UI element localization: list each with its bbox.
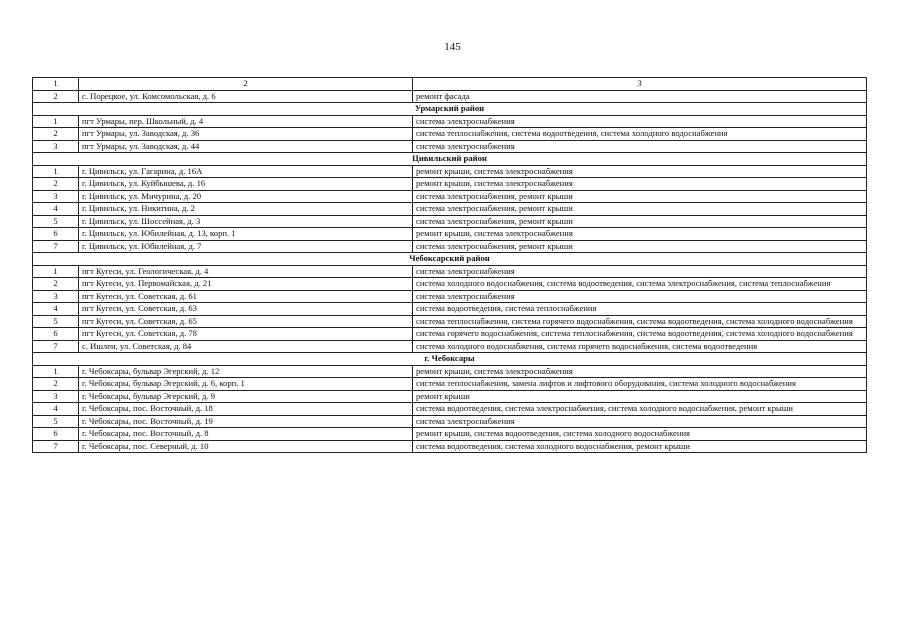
row-works: система теплоснабжения, система водоотведения, система холодного водоснабжения xyxy=(413,128,867,141)
row-works: ремонт крыши, система водоотведения, система холодного водоснабжения xyxy=(413,428,867,441)
row-address: г. Цивильск, ул. Юбилейная, д. 7 xyxy=(79,240,413,253)
table-row xyxy=(33,128,867,141)
row-number: 2 xyxy=(33,178,79,191)
row-number: 1 xyxy=(33,115,79,128)
row-address: пгт Кугеси, ул. Советская, д. 61 xyxy=(79,290,413,303)
table-row xyxy=(33,115,867,128)
row-address: г. Цивильск, ул. Куйбышева, д. 16 xyxy=(79,178,413,191)
row-address: с. Ишлеи, ул. Советская, д. 84 xyxy=(79,340,413,353)
table-row xyxy=(33,440,867,453)
table-row xyxy=(33,215,867,228)
row-works: система электроснабжения, ремонт крыши xyxy=(413,240,867,253)
row-works: ремонт фасада xyxy=(413,90,867,103)
section-title: Чебоксарский район xyxy=(33,253,867,266)
row-number: 6 xyxy=(33,328,79,341)
row-number: 1 xyxy=(33,165,79,178)
table-row xyxy=(33,403,867,416)
row-works: система электроснабжения, ремонт крыши xyxy=(413,215,867,228)
table-header-row xyxy=(33,78,867,91)
table-row xyxy=(33,415,867,428)
row-works: ремонт крыши, система электроснабжения xyxy=(413,228,867,241)
row-address: пгт Урмары, ул. Заводская, д. 44 xyxy=(79,140,413,153)
row-works: ремонт крыши, система электроснабжения xyxy=(413,165,867,178)
table-row xyxy=(33,290,867,303)
table-row xyxy=(33,428,867,441)
row-number: 4 xyxy=(33,303,79,316)
row-number: 4 xyxy=(33,403,79,416)
row-number: 3 xyxy=(33,390,79,403)
row-works: система теплоснабжения, замена лифтов и лифтового оборудования, система холодного водоснабжения xyxy=(413,378,867,391)
row-works: ремонт крыши, система электроснабжения xyxy=(413,365,867,378)
repair-table xyxy=(32,77,867,453)
row-number: 6 xyxy=(33,428,79,441)
row-address: г. Чебоксары, бульвар Эгерский, д. 9 xyxy=(79,390,413,403)
table-row xyxy=(33,178,867,191)
row-address: г. Цивильск, ул. Никитина, д. 2 xyxy=(79,203,413,216)
row-address: с. Порецкое, ул. Комсомольская, д. 6 xyxy=(79,90,413,103)
row-works: система электроснабжения xyxy=(413,290,867,303)
table-row xyxy=(33,340,867,353)
table-row xyxy=(33,278,867,291)
row-address: г. Чебоксары, пос. Восточный, д. 8 xyxy=(79,428,413,441)
row-address: г. Цивильск, ул. Юбилейная, д. 13, корп. 1 xyxy=(79,228,413,241)
table-row xyxy=(33,165,867,178)
row-number: 5 xyxy=(33,215,79,228)
row-number: 2 xyxy=(33,278,79,291)
row-number: 7 xyxy=(33,240,79,253)
row-address: пгт Кугеси, ул. Советская, д. 78 xyxy=(79,328,413,341)
row-address: г. Цивильск, ул. Шоссейная, д. 3 xyxy=(79,215,413,228)
row-address: г. Чебоксары, пос. Северный, д. 10 xyxy=(79,440,413,453)
row-number: 1 xyxy=(33,365,79,378)
row-works: ремонт крыши, система электроснабжения xyxy=(413,178,867,191)
column-number-1: 1 xyxy=(33,78,79,91)
row-works: система электроснабжения, ремонт крыши xyxy=(413,203,867,216)
table-row xyxy=(33,203,867,216)
section-header-row xyxy=(33,103,867,116)
row-number: 4 xyxy=(33,203,79,216)
row-number: 2 xyxy=(33,378,79,391)
row-number: 5 xyxy=(33,415,79,428)
table-row xyxy=(33,228,867,241)
row-works: система электроснабжения xyxy=(413,140,867,153)
row-address: г. Чебоксары, пос. Восточный, д. 18 xyxy=(79,403,413,416)
table-row xyxy=(33,328,867,341)
table-row xyxy=(33,90,867,103)
row-works: система электроснабжения xyxy=(413,415,867,428)
row-number: 5 xyxy=(33,315,79,328)
row-address: г. Чебоксары, бульвар Эгерский, д. 12 xyxy=(79,365,413,378)
page-number: 145 xyxy=(444,41,461,53)
row-number: 3 xyxy=(33,190,79,203)
row-number: 7 xyxy=(33,340,79,353)
row-address: пгт Урмары, пер. Школьный, д. 4 xyxy=(79,115,413,128)
row-address: пгт Урмары, ул. Заводская, д. 36 xyxy=(79,128,413,141)
table-row xyxy=(33,390,867,403)
table-row xyxy=(33,365,867,378)
row-number: 3 xyxy=(33,290,79,303)
section-title: г. Чебоксары xyxy=(33,353,867,366)
row-works: система водоотведения, система электроснабжения, система холодного водоснабжения, ремонт крыши xyxy=(413,403,867,416)
row-address: г. Чебоксары, бульвар Эгерский, д. 6, корп. 1 xyxy=(79,378,413,391)
row-number: 2 xyxy=(33,128,79,141)
row-address: пгт Кугеси, ул. Геологическая, д. 4 xyxy=(79,265,413,278)
row-works: система электроснабжения, ремонт крыши xyxy=(413,190,867,203)
column-number-3: 3 xyxy=(413,78,867,91)
table-row xyxy=(33,265,867,278)
table-row xyxy=(33,303,867,316)
row-address: пгт Кугеси, ул. Советская, д. 63 xyxy=(79,303,413,316)
row-works: система холодного водоснабжения, система горячего водоснабжения, система водоотведения xyxy=(413,340,867,353)
row-number: 2 xyxy=(33,90,79,103)
row-works: система водоотведения, система холодного водоснабжения, ремонт крыши xyxy=(413,440,867,453)
section-header-row xyxy=(33,153,867,166)
row-address: г. Чебоксары, пос. Восточный, д. 19 xyxy=(79,415,413,428)
table-body xyxy=(33,78,867,453)
section-title: Цивильский район xyxy=(33,153,867,166)
row-address: г. Цивильск, ул. Гагарина, д. 16А xyxy=(79,165,413,178)
row-address: пгт Кугеси, ул. Первомайская, д. 21 xyxy=(79,278,413,291)
row-works: система электроснабжения xyxy=(413,265,867,278)
row-works: система теплоснабжения, система горячего водоснабжения, система водоотведения, система холодного водоснабжения xyxy=(413,315,867,328)
row-address: г. Цивильск, ул. Мичурина, д. 20 xyxy=(79,190,413,203)
row-works: система горячего водоснабжения, система теплоснабжения, система водоотведения, система холодного водоснабжения xyxy=(413,328,867,341)
row-number: 3 xyxy=(33,140,79,153)
table-row xyxy=(33,315,867,328)
row-works: система холодного водоснабжения, система водоотведения, система электроснабжения, система теплоснабжения xyxy=(413,278,867,291)
table-row xyxy=(33,240,867,253)
row-works: система электроснабжения xyxy=(413,115,867,128)
row-number: 6 xyxy=(33,228,79,241)
row-works: система водоотведения, система теплоснабжения xyxy=(413,303,867,316)
table-row xyxy=(33,190,867,203)
table-row xyxy=(33,378,867,391)
section-header-row xyxy=(33,353,867,366)
row-number: 1 xyxy=(33,265,79,278)
section-header-row xyxy=(33,253,867,266)
row-works: ремонт крыши xyxy=(413,390,867,403)
row-address: пгт Кугеси, ул. Советская, д. 65 xyxy=(79,315,413,328)
column-number-2: 2 xyxy=(79,78,413,91)
table-row xyxy=(33,140,867,153)
section-title: Урмарский район xyxy=(33,103,867,116)
row-number: 7 xyxy=(33,440,79,453)
